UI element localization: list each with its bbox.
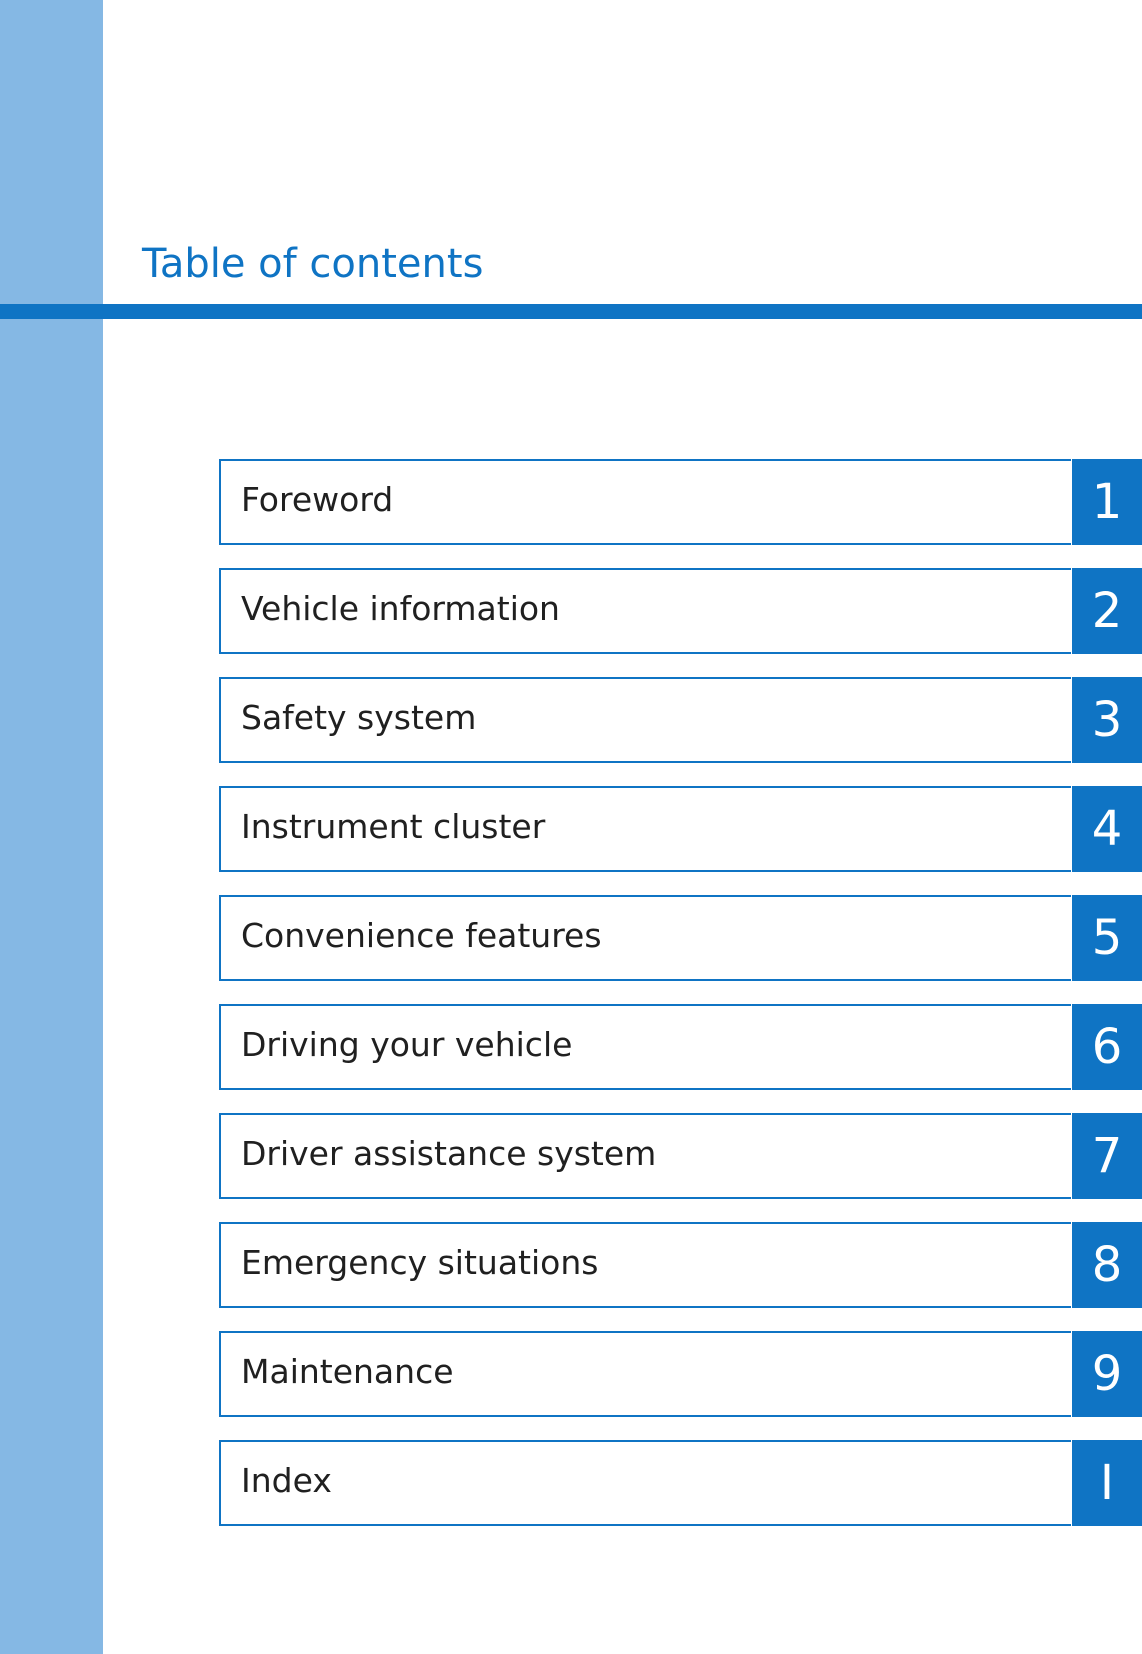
toc-item-instrument-cluster[interactable] bbox=[219, 786, 1142, 872]
toc-item-convenience-features[interactable] bbox=[219, 895, 1142, 981]
toc-item-label: Index bbox=[241, 1461, 332, 1500]
toc-item-driving-your-vehicle[interactable] bbox=[219, 1004, 1142, 1090]
toc-chapter-tab[interactable]: 3 bbox=[1072, 677, 1142, 763]
toc-item-box bbox=[219, 1440, 1071, 1526]
toc-chapter-tab[interactable]: 4 bbox=[1072, 786, 1142, 872]
toc-item-label: Emergency situations bbox=[241, 1243, 599, 1282]
toc-chapter-tab[interactable]: 9 bbox=[1072, 1331, 1142, 1417]
toc-item-label: Foreword bbox=[241, 480, 394, 519]
toc-item-foreword[interactable] bbox=[219, 459, 1142, 545]
toc-chapter-tab[interactable]: 6 bbox=[1072, 1004, 1142, 1090]
toc-item-index[interactable] bbox=[219, 1440, 1142, 1526]
toc-item-driver-assistance-system[interactable] bbox=[219, 1113, 1142, 1199]
page-title: Table of contents bbox=[142, 241, 484, 287]
toc-item-safety-system[interactable] bbox=[219, 677, 1142, 763]
toc-item-maintenance[interactable] bbox=[219, 1331, 1142, 1417]
toc-item-label: Instrument cluster bbox=[241, 807, 546, 846]
toc-chapter-tab[interactable]: 5 bbox=[1072, 895, 1142, 981]
toc-chapter-tab[interactable]: 8 bbox=[1072, 1222, 1142, 1308]
toc-item-vehicle-information[interactable] bbox=[219, 568, 1142, 654]
toc-item-label: Driver assistance system bbox=[241, 1134, 657, 1173]
toc-item-label: Safety system bbox=[241, 698, 477, 737]
toc-item-label: Convenience features bbox=[241, 916, 602, 955]
toc-item-label: Maintenance bbox=[241, 1352, 454, 1391]
toc-item-label: Vehicle information bbox=[241, 589, 560, 628]
title-divider bbox=[0, 304, 1142, 319]
toc-item-emergency-situations[interactable] bbox=[219, 1222, 1142, 1308]
side-color-band bbox=[0, 0, 103, 1654]
toc-list bbox=[219, 459, 1142, 1549]
toc-item-label: Driving your vehicle bbox=[241, 1025, 573, 1064]
toc-chapter-tab[interactable]: I bbox=[1072, 1440, 1142, 1526]
toc-chapter-tab[interactable]: 1 bbox=[1072, 459, 1142, 545]
toc-chapter-tab[interactable]: 7 bbox=[1072, 1113, 1142, 1199]
toc-chapter-tab[interactable]: 2 bbox=[1072, 568, 1142, 654]
